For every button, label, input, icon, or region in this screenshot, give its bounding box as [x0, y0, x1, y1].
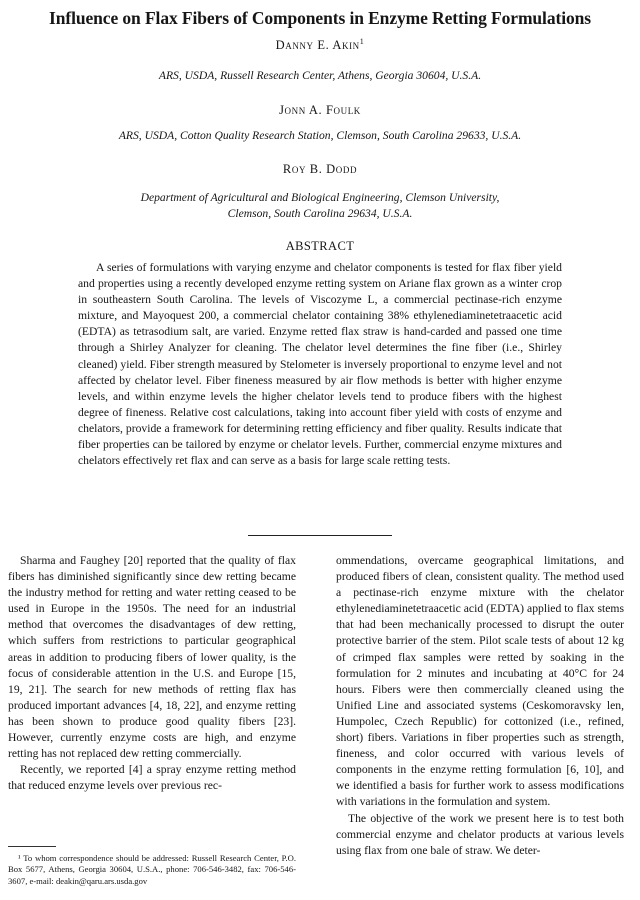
footnote-marker: 1 [359, 37, 365, 46]
author-name [0, 37, 640, 53]
author-affiliation: ARS, USDA, Cotton Quality Research Station, Clemson, South Carolina 29633, U.S.A. [118, 129, 522, 142]
abstract-text: A series of formulations with varying enzyme and chelator components is tested for flax fiber yield and properties using a recently developed enzyme retting system on Ariane flax grown as a winter crop in southeastern South Carolina. The levels of Viscozyme L, a commercial pectinase-rich enzyme mixture, and Mayoquest 200, a commercial chelator containing 38% ethylenediaminetetraacetic acid (EDTA) as tetrasodium salt, are varied. Enzyme retted flax straw is hand-carded and passed one time through a Shirley Analyzer for cleaning. The chelator level determines the fine fiber (i.e., Shirley cleaned) yield. Fiber strength measured by Stelometer is inversely proportional to enzyme level and not affected by chelator level. Fiber fineness measured by air flow methods is better with higher enzyme levels, and within enzyme levels the higher chelator levels tend to produce fibers with the highest degree of fineness. Relative cost calculations, taking into account fiber yield with costs of enzyme and chelators, provide a framework for determining retting efficiency and fiber quality. Results indicate that fiber properties can be tailored by enzyme or chelator levels. Further, commercial enzyme mixtures and chelators effectively ret flax and can serve as a basis for large scale retting tests. [78, 261, 562, 468]
author-name [0, 103, 640, 118]
footnote-divider [8, 846, 56, 847]
author-name-text: Jonn A. Foulk [279, 103, 361, 117]
body-paragraph: Recently, we reported [4] a spray enzyme retting method that reduced enzyme levels over previous rec- [8, 763, 296, 793]
section-divider [248, 535, 392, 536]
body-column-left [8, 553, 296, 794]
author-name [0, 162, 640, 177]
author-name-text: Danny E. Akin [275, 38, 360, 53]
body-paragraph: ommendations, overcame geographical limitations, and produced fibers of clean, consistent quality. The method used a pectinase-rich enzyme mixture with the chelator ethylenediaminetetraacetic acid (EDTA) applied to flax stems that had been mechanically processed to disrupt the outer protective barrier of the stem. Pilot scale tests of about 12 kg of crimped flax samples were retted by soaking in the formulation for 2 minutes and incubating at 40°C for 24 hours. Fibers were then commercially cleaned using the Unified Line and associated systems (Ceskomoravsky len, Humpolec, Czech Republic) for cottonized (i.e., refined, short) fibers. Variations in fiber properties such as strength, fineness, and color occurred with various levels of components in the enzyme retting formulation [6, 10], and we identified a basis for further work to assess modifications with variations in the formulation and system. [336, 554, 624, 809]
body-column-right [336, 553, 624, 859]
footnote: ¹ To whom correspondence should be addressed: Russell Research Center, P.O. Box 5677, Athens, Georgia 30604, U.S.A., phone: 706-546-3482, fax: 706-546-3607, e-mail: deakin@qaru.ars.usda.gov [8, 853, 296, 886]
body-paragraph: Sharma and Faughey [20] reported that the quality of flax fibers has diminished significantly since dew retting became the industry method for retting and water retting ceased to be used in Europe in the 1950s. The need for an industrial method that overcomes the disadvantages of dew retting, which suffers from restrictions to particular geographical areas in addition to producing fibers of lower quality, is the focus of considerable attention in the U.S. and Europe [15, 19, 21]. The search for new methods of retting flax has produced important advances [4, 18, 22], and enzyme retting has been shown to produce good quality fibers [23]. However, currently enzyme costs are high, and enzyme retting has not replaced dew retting commercially. [8, 554, 296, 761]
abstract-heading: ABSTRACT [285, 239, 355, 253]
author-affiliation: Department of Agricultural and Biological Engineering, Clemson University, [140, 191, 500, 204]
author-affiliation: ARS, USDA, Russell Research Center, Athens, Georgia 30604, U.S.A. [158, 69, 482, 82]
paper-title: Influence on Flax Fibers of Components in Enzyme Retting Formulations [49, 8, 591, 28]
author-affiliation: Clemson, South Carolina 29634, U.S.A. [227, 207, 413, 220]
body-paragraph: The objective of the work we present here is to test both commercial enzyme and chelator products at various levels using flax from one bale of straw. We deter- [336, 811, 624, 857]
author-name-text: Roy B. Dodd [282, 162, 358, 176]
